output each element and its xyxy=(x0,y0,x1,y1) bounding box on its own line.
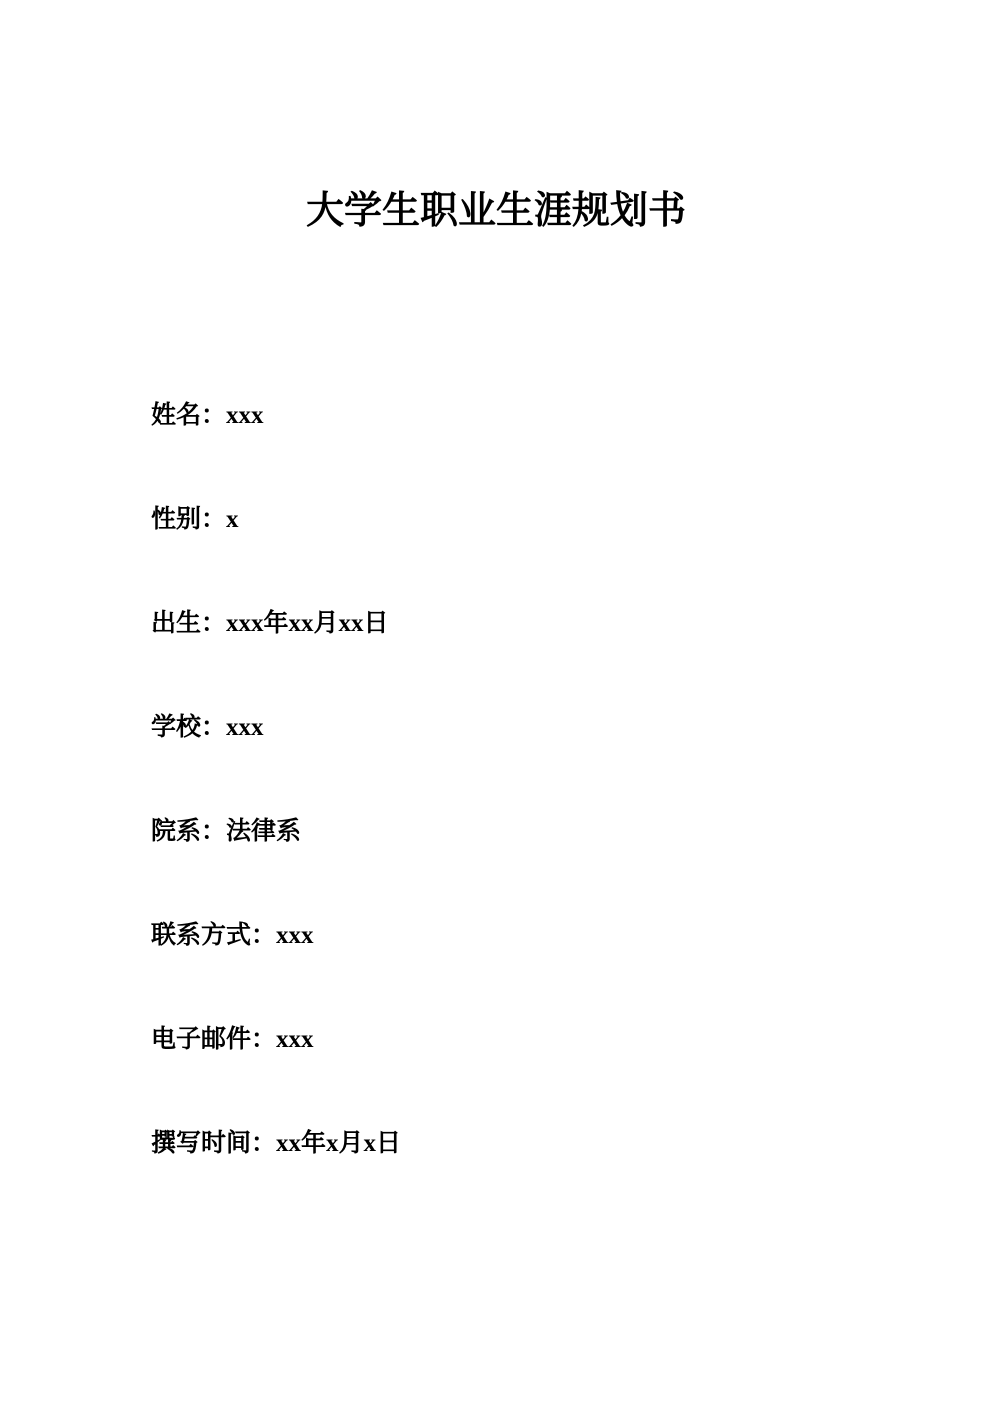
field-value: 法律系 xyxy=(226,816,302,845)
info-line-department xyxy=(151,811,911,915)
info-line-email xyxy=(151,1019,911,1123)
field-value: x xyxy=(226,506,239,533)
info-line-gender xyxy=(151,499,911,603)
field-label: 出生： xyxy=(151,608,227,637)
info-line-birth xyxy=(151,603,911,707)
field-value: xxx xyxy=(276,922,314,949)
document-title: 大学生职业生涯规划书 xyxy=(305,188,686,232)
info-line-name xyxy=(151,395,911,499)
field-value: xxx xyxy=(226,402,264,429)
field-value: xxx年xx月xx日 xyxy=(226,610,389,637)
field-label: 撰写时间： xyxy=(151,1128,277,1157)
field-label: 性别： xyxy=(151,504,227,533)
field-label: 联系方式： xyxy=(151,920,277,949)
field-label: 姓名： xyxy=(151,400,227,429)
personal-info-list xyxy=(151,395,911,1227)
info-line-contact xyxy=(151,915,911,1019)
field-value: xx年x月x日 xyxy=(276,1130,402,1157)
info-line-written-date xyxy=(151,1123,911,1227)
field-label: 院系： xyxy=(151,816,227,845)
field-value: xxx xyxy=(276,1026,314,1053)
field-label: 电子邮件： xyxy=(151,1024,277,1053)
info-line-school xyxy=(151,707,911,811)
field-value: xxx xyxy=(226,714,264,741)
field-label: 学校： xyxy=(151,712,227,741)
